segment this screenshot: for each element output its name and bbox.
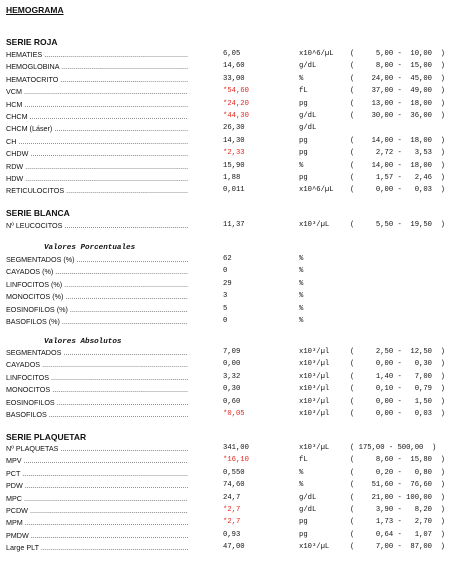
test-name: CH ..... [6, 137, 188, 146]
test-name: MONOCITOS (%) ..... [6, 292, 188, 301]
test-value: 14,30 [223, 136, 245, 145]
test-value: 0,60 [223, 397, 241, 406]
test-unit: g/dL [299, 506, 317, 514]
test-value: 0,00 [223, 360, 241, 369]
test-name: EOSINOFILOS (%) ..... [6, 305, 188, 314]
document-title: HEMOGRAMA [6, 5, 64, 15]
test-unit: x10³/µL [299, 221, 330, 229]
test-name: Large PLT ..... [6, 543, 188, 552]
test-name: PDW ..... [6, 481, 188, 490]
test-unit: x10³/µL [299, 444, 330, 452]
result-row [0, 255, 465, 267]
test-value: 11,37 [223, 221, 245, 229]
test-value: *0,05 [223, 410, 245, 418]
result-row [0, 469, 465, 481]
result-row [0, 62, 465, 74]
test-value: 62 [223, 255, 232, 263]
test-value: 341,00 [223, 444, 249, 452]
subsection-title-porcentuales: Valores Porcentuales [44, 244, 136, 252]
test-unit: pg [299, 149, 308, 158]
test-name: PCDW ..... [6, 506, 188, 515]
result-row [0, 385, 465, 397]
reference-range: ( 1,40 - 7,00 ) [350, 372, 445, 381]
test-value: 47,00 [223, 543, 245, 552]
test-unit: pg [299, 530, 308, 539]
result-row [0, 305, 465, 317]
result-row [0, 531, 465, 543]
test-unit: % [299, 292, 304, 301]
test-name: SEGMENTADOS (%) ..... [6, 255, 188, 264]
subsection-title-absolutos: Valores Absolutos [44, 338, 122, 346]
test-unit: pg [299, 136, 308, 145]
test-unit: % [299, 468, 304, 477]
test-name: Nº LEUCOCITOS ..... [6, 221, 188, 230]
test-unit: x10³/µl [299, 348, 330, 356]
result-row [0, 456, 465, 468]
test-name: MONOCITOS ..... [6, 385, 188, 394]
result-row [0, 50, 465, 62]
test-value: 14,60 [223, 62, 245, 71]
test-unit: x10³/µl [299, 360, 330, 369]
test-unit: x10³/µl [299, 397, 330, 406]
test-unit: fL [299, 87, 308, 96]
test-unit: g/dL [299, 112, 317, 120]
result-row [0, 410, 465, 422]
test-name: RETICULOCITOS ..... [6, 186, 188, 195]
test-name: EOSINOFILOS ..... [6, 398, 188, 407]
reference-range: ( 21,00 - 100,00 ) [350, 493, 445, 502]
test-name: CHCM ..... [6, 112, 188, 121]
result-row [0, 112, 465, 124]
reference-range: ( 14,00 - 18,00 ) [350, 136, 445, 145]
test-name: CAYADOS ..... [6, 360, 188, 369]
result-row [0, 317, 465, 329]
reference-range: ( 1,57 - 2,46 ) [350, 174, 445, 182]
test-name: CAYADOS (%) ..... [6, 267, 188, 276]
reference-range: ( 175,00 - 500,00 ) [350, 444, 437, 452]
test-value: 0,93 [223, 530, 241, 539]
test-value: *54,60 [223, 87, 249, 96]
reference-range: ( 0,00 - 0,30 ) [350, 360, 445, 369]
reference-range: ( 2,50 - 12,50 ) [350, 348, 445, 356]
result-row [0, 494, 465, 506]
test-unit: g/dL [299, 62, 317, 71]
test-unit: % [299, 304, 304, 313]
result-row [0, 124, 465, 136]
test-name: LINFOCITOS (%) ..... [6, 280, 188, 289]
reference-range: ( 0,64 - 1,07 ) [350, 530, 445, 539]
result-row [0, 518, 465, 530]
reference-range: ( 13,00 - 18,00 ) [350, 99, 445, 108]
reference-range: ( 51,60 - 76,60 ) [350, 481, 445, 490]
result-row [0, 137, 465, 149]
test-unit: g/dL [299, 124, 317, 133]
test-name: HCM ..... [6, 100, 188, 109]
result-row [0, 348, 465, 360]
test-value: 0 [223, 317, 228, 325]
reference-range: ( 0,10 - 0,79 ) [350, 385, 445, 394]
test-unit: % [299, 255, 304, 263]
test-unit: % [299, 481, 304, 490]
test-name: BASOFILOS ..... [6, 410, 188, 419]
result-row [0, 186, 465, 198]
test-name: HDW ..... [6, 174, 188, 183]
result-row [0, 481, 465, 493]
reference-range: ( 8,00 - 15,00 ) [350, 62, 445, 71]
result-row [0, 543, 465, 555]
test-name: CHCM (Láser) ..... [6, 124, 188, 133]
reference-range: ( 8,60 - 15,80 ) [350, 456, 445, 465]
test-name: HEMATIES ..... [6, 50, 188, 59]
result-row [0, 149, 465, 161]
test-name: MPM ..... [6, 518, 188, 527]
test-name: HEMOGLOBINA ..... [6, 62, 188, 71]
test-value: 6,05 [223, 50, 241, 58]
test-unit: x10^6/µL [299, 50, 334, 58]
result-row [0, 280, 465, 292]
test-name: PCT ..... [6, 469, 188, 478]
test-value: 0 [223, 267, 228, 276]
test-value: 74,60 [223, 481, 245, 490]
test-unit: pg [299, 99, 308, 108]
test-unit: pg [299, 174, 308, 182]
test-name: RDW ..... [6, 162, 188, 171]
reference-range: ( 5,00 - 10,00 ) [350, 50, 445, 58]
test-name: MPC ..... [6, 494, 188, 503]
result-row [0, 373, 465, 385]
result-row [0, 221, 465, 233]
result-row [0, 267, 465, 279]
test-value: 0,30 [223, 385, 241, 394]
test-value: *24,20 [223, 99, 249, 108]
test-value: *2,7 [223, 518, 241, 527]
reference-range: ( 3,90 - 8,20 ) [350, 506, 445, 514]
test-value: 29 [223, 279, 232, 288]
reference-range: ( 1,73 - 2,70 ) [350, 518, 445, 527]
result-row [0, 506, 465, 518]
result-row [0, 398, 465, 410]
section-title-serie-roja: SERIE ROJA [6, 37, 58, 47]
test-value: 26,30 [223, 124, 245, 133]
reference-range: ( 37,00 - 49,00 ) [350, 87, 445, 96]
test-value: *2,7 [223, 506, 241, 514]
test-unit: x10³/µL [299, 543, 330, 552]
reference-range: ( 0,00 - 0,03 ) [350, 410, 445, 418]
test-name: Nº PLAQUETAS ..... [6, 444, 188, 453]
result-row [0, 87, 465, 99]
test-name: LINFOCITOS ..... [6, 373, 188, 382]
test-value: 0,011 [223, 186, 245, 195]
test-unit: g/dL [299, 493, 317, 502]
reference-range: ( 0,00 - 0,03 ) [350, 186, 445, 195]
reference-range: ( 0,00 - 1,50 ) [350, 397, 445, 406]
reference-range: ( 5,50 - 19,50 ) [350, 221, 445, 229]
section-title-serie-plaquetar: SERIE PLAQUETAR [6, 432, 87, 442]
test-unit: x10^6/µL [299, 186, 334, 195]
reference-range: ( 24,00 - 45,00 ) [350, 74, 445, 83]
test-value: *44,30 [223, 112, 249, 120]
test-value: *16,10 [223, 456, 249, 465]
test-name: MPV ..... [6, 456, 188, 465]
test-unit: % [299, 279, 304, 288]
result-row [0, 292, 465, 304]
test-value: 3 [223, 292, 228, 301]
result-row [0, 162, 465, 174]
test-value: *2,33 [223, 149, 245, 158]
test-unit: x10³/µl [299, 385, 330, 394]
test-value: 33,00 [223, 74, 245, 83]
test-unit: pg [299, 518, 308, 527]
result-row [0, 360, 465, 372]
test-name: PMDW ..... [6, 531, 188, 540]
test-value: 24,7 [223, 493, 241, 502]
reference-range: ( 30,00 - 36,00 ) [350, 112, 445, 120]
reference-range: ( 14,00 - 18,00 ) [350, 161, 445, 170]
test-name: VCM ..... [6, 87, 188, 96]
test-unit: % [299, 317, 304, 325]
test-value: 1,88 [223, 174, 241, 182]
reference-range: ( 0,20 - 0,80 ) [350, 468, 445, 477]
test-unit: fL [299, 456, 308, 465]
test-value: 3,32 [223, 372, 241, 381]
result-row [0, 444, 465, 456]
test-unit: % [299, 161, 304, 170]
test-value: 7,09 [223, 348, 241, 356]
test-name: HEMATOCRITO ..... [6, 75, 188, 84]
result-row [0, 174, 465, 186]
test-value: 5 [223, 304, 228, 313]
result-row [0, 100, 465, 112]
test-name: CHDW ..... [6, 149, 188, 158]
reference-range: ( 2,72 - 3,53 ) [350, 149, 445, 158]
test-name: BASOFILOS (%) ..... [6, 317, 188, 326]
test-unit: x10³/µl [299, 372, 330, 381]
test-name: SEGMENTADOS ..... [6, 348, 188, 357]
reference-range: ( 7,00 - 87,00 ) [350, 543, 445, 552]
test-value: 15,90 [223, 161, 245, 170]
test-value: 0,550 [223, 468, 245, 477]
test-unit: x10³/µl [299, 410, 330, 418]
test-unit: % [299, 267, 304, 276]
test-unit: % [299, 74, 304, 83]
result-row [0, 75, 465, 87]
section-title-serie-blanca: SERIE BLANCA [6, 208, 70, 218]
